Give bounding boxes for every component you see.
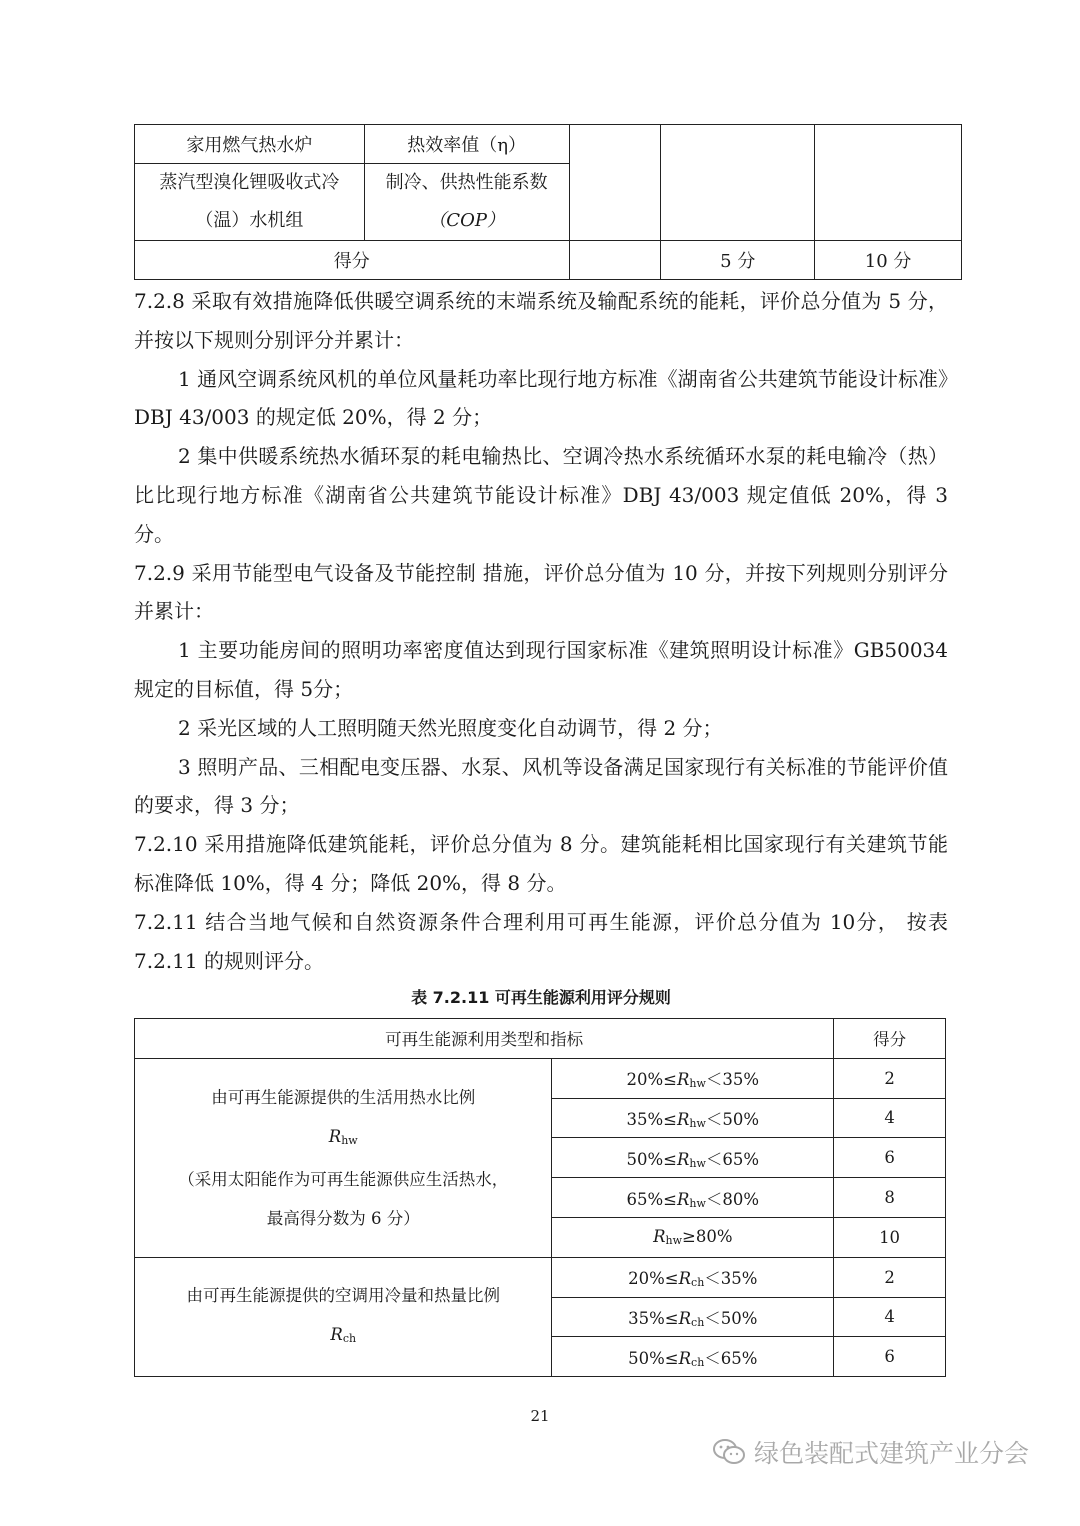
table-row xyxy=(135,1058,946,1098)
metric-cell: 制冷、供热性能系数 （COP） xyxy=(364,164,569,241)
score-row xyxy=(135,241,962,280)
wechat-icon xyxy=(712,1437,746,1467)
table-caption: 表 7.2.11 可再生能源利用评分规则 xyxy=(411,988,671,1007)
range-cell: $R_{hw}\ge 80\%$ xyxy=(552,1217,834,1257)
range-cell: $50\%\le R_{ch}<65\%$ xyxy=(552,1337,834,1377)
table-row xyxy=(135,1257,946,1297)
renewable-score-table xyxy=(134,1018,946,1377)
score-cell: 6 xyxy=(834,1138,946,1178)
table-row xyxy=(135,125,962,164)
score-a: 5 分 xyxy=(661,241,815,280)
range-cell: $65\%\le R_{hw}<80\%$ xyxy=(552,1178,834,1218)
range-cell: $35\%\le R_{ch}<50\%$ xyxy=(552,1297,834,1337)
hot-water-description: 由可再生能源提供的生活用热水比例 $R_{hw}$ （采用太阳能作为可再生能源供应生活热水， 最高得分数为 6 分） xyxy=(135,1058,552,1257)
score-b: 10 分 xyxy=(815,241,962,280)
device-cell: 家用燃气热水炉 xyxy=(135,125,365,164)
score-cell: 2 xyxy=(834,1257,946,1297)
device-cell: 蒸汽型溴化锂吸收式冷 （温）水机组 xyxy=(135,164,365,241)
clause-item: 3 照明产品、三相配电变压器、水泵、风机等设备满足国家现行有关标准的节能评价值的要求，得 3 分； xyxy=(134,754,948,818)
score-cell: 4 xyxy=(834,1297,946,1337)
clause-item: 1 通风空调系统风机的单位风量耗功率比现行地方标准《湖南省公共建筑节能设计标准》DBJ 43/003 的规定低 20%，得 2 分； xyxy=(134,366,948,430)
clause-7-2-10: 7.2.10 采用措施降低建筑能耗，评价总分值为 8 分。建筑能耗相比国家现行有关建筑节能标准降低 10%，得 4 分；降低 20%，得 8 分。 xyxy=(134,832,948,895)
top-table xyxy=(134,124,962,280)
clause-item: 1 主要功能房间的照明功率密度值达到现行国家标准《建筑照明设计标准》GB50034 规定的目标值，得 5分； xyxy=(134,638,948,701)
clause-7-2-8: 7.2.8 采取有效措施降低供暖空调系统的末端系统及输配系统的能耗，评价总分值为 5 分，并按以下规则分别评分并累计： xyxy=(134,289,948,352)
metric-cell: 热效率值（η） xyxy=(364,125,569,164)
range-cell: $20\%\le R_{hw}<35\%$ xyxy=(552,1058,834,1098)
score-cell: 4 xyxy=(834,1098,946,1138)
clause-7-2-11: 7.2.11 结合当地气候和自然资源条件合理利用可再生能源，评价总分值为 10分， 按表 7.2.11 的规则评分。 xyxy=(134,909,948,973)
score-cell: 8 xyxy=(834,1178,946,1218)
clause-item: 2 采光区域的人工照明随天然光照度变化自动调节，得 2 分； xyxy=(178,715,723,740)
score-label: 得分 xyxy=(135,241,570,280)
range-cell: $20\%\le R_{ch}<35\%$ xyxy=(552,1257,834,1297)
page-number: 21 xyxy=(530,1407,550,1425)
score-cell: 6 xyxy=(834,1337,946,1377)
score-cell: 2 xyxy=(834,1058,946,1098)
watermark-text: 绿色装配式建筑产业分会 xyxy=(754,1439,1030,1468)
cooling-heating-description: 由可再生能源提供的空调用冷量和热量比例 $R_{ch}$ xyxy=(135,1257,552,1376)
clause-7-2-9: 7.2.9 采用节能型电气设备及节能控制 措施，评价总分值为 10 分，并按下列规则分别评分并累计： xyxy=(134,560,948,624)
body-text xyxy=(134,282,948,980)
range-cell: $35\%\le R_{hw}<50\%$ xyxy=(552,1098,834,1138)
range-cell: $50\%\le R_{hw}<65\%$ xyxy=(552,1138,834,1178)
score-cell: 10 xyxy=(834,1217,946,1257)
watermark xyxy=(712,1432,1029,1472)
clause-item: 2 集中供暖系统热水循环泵的耗电输热比、空调冷热水系统循环水泵的耗电输冷（热）比比现行地方标准《湖南省公共建筑节能设计标准》DBJ 43/003 规定值低 20%，得 3 分。 xyxy=(134,444,948,546)
header-type: 可再生能源利用类型和指标 xyxy=(135,1019,834,1059)
table-header-row xyxy=(135,1019,946,1059)
header-score: 得分 xyxy=(834,1019,946,1059)
